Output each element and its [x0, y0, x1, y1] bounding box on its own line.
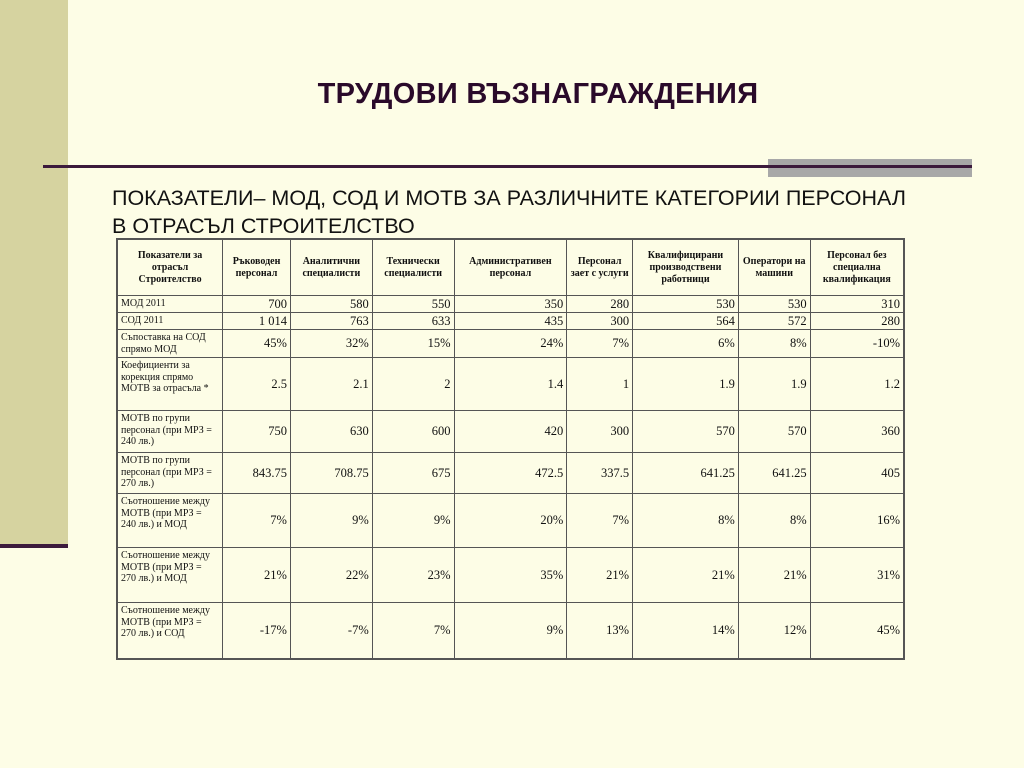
table-cell: 23%: [372, 548, 454, 603]
table-row: [117, 453, 904, 494]
table-cell: 8%: [633, 494, 739, 548]
table-cell: 21%: [738, 548, 810, 603]
table-cell: 570: [738, 411, 810, 453]
table-row: [117, 296, 904, 313]
table-cell: 337.5: [567, 453, 633, 494]
row-label: Коефициенти за корекция спрямо МОТВ за отрасъла *: [117, 358, 223, 411]
table-cell: 31%: [810, 548, 904, 603]
table-row: [117, 548, 904, 603]
table-cell: 9%: [372, 494, 454, 548]
table-cell: 2.1: [290, 358, 372, 411]
table-cell: 763: [290, 313, 372, 330]
table-cell: 708.75: [290, 453, 372, 494]
row-label: Съотношение между МОТВ (при МРЗ = 270 лв.) и СОД: [117, 603, 223, 659]
row-label: СОД 2011: [117, 313, 223, 330]
table-cell: 1.2: [810, 358, 904, 411]
column-header: Персонал зает с услуги: [567, 239, 633, 296]
table-cell: 280: [567, 296, 633, 313]
table-cell: 7%: [567, 494, 633, 548]
row-label: Съотношение между МОТВ (при МРЗ = 270 лв.) и МОД: [117, 548, 223, 603]
table-cell: 530: [738, 296, 810, 313]
table-cell: 530: [633, 296, 739, 313]
table-cell: -10%: [810, 330, 904, 358]
row-label: Съотношение между МОТВ (при МРЗ = 240 лв.) и МОД: [117, 494, 223, 548]
table-cell: 2: [372, 358, 454, 411]
table-row: [117, 494, 904, 548]
table-cell: 1: [567, 358, 633, 411]
table-cell: 843.75: [223, 453, 291, 494]
table-cell: 7%: [372, 603, 454, 659]
slide-subtitle: [112, 184, 992, 240]
table-cell: 570: [633, 411, 739, 453]
table-cell: 641.25: [738, 453, 810, 494]
column-header: Квалифицирани производствени работници: [633, 239, 739, 296]
indicators-table: [116, 238, 905, 660]
table-cell: 8%: [738, 330, 810, 358]
table-cell: 550: [372, 296, 454, 313]
table-cell: 8%: [738, 494, 810, 548]
table-cell: 360: [810, 411, 904, 453]
table-row: [117, 411, 904, 453]
table-cell: 405: [810, 453, 904, 494]
table-row: [117, 313, 904, 330]
title-rule: [43, 165, 768, 168]
table-cell: 633: [372, 313, 454, 330]
column-header: Технически специалисти: [372, 239, 454, 296]
column-header: Персонал без специална квалификация: [810, 239, 904, 296]
table-cell: -7%: [290, 603, 372, 659]
column-header: Административен персонал: [454, 239, 567, 296]
table-cell: 1.9: [738, 358, 810, 411]
table-cell: 15%: [372, 330, 454, 358]
table-row: [117, 330, 904, 358]
slide-title: ТРУДОВИ ВЪЗНАГРАЖДЕНИЯ: [317, 78, 759, 110]
table-cell: 310: [810, 296, 904, 313]
table-cell: 280: [810, 313, 904, 330]
table-cell: 675: [372, 453, 454, 494]
left-decor-line: [0, 544, 68, 548]
table-cell: 9%: [290, 494, 372, 548]
table-cell: 21%: [567, 548, 633, 603]
table-cell: 21%: [223, 548, 291, 603]
table-cell: 6%: [633, 330, 739, 358]
table-cell: 1 014: [223, 313, 291, 330]
table-cell: 350: [454, 296, 567, 313]
table-cell: 420: [454, 411, 567, 453]
table-cell: 35%: [454, 548, 567, 603]
table-cell: 1.9: [633, 358, 739, 411]
table-cell: 32%: [290, 330, 372, 358]
table-row: [117, 603, 904, 659]
column-header: Ръководен персонал: [223, 239, 291, 296]
table-cell: 7%: [223, 494, 291, 548]
table-cell: 750: [223, 411, 291, 453]
table-cell: 13%: [567, 603, 633, 659]
column-header: Показатели за отрасъл Строителство: [117, 239, 223, 296]
table-cell: 435: [454, 313, 567, 330]
table-cell: 45%: [223, 330, 291, 358]
table-cell: 472.5: [454, 453, 567, 494]
title-rule-bar: [768, 159, 972, 177]
table-cell: 1.4: [454, 358, 567, 411]
table-cell: 564: [633, 313, 739, 330]
subtitle-line-2: В ОТРАСЪЛ СТРОИТЕЛСТВО: [112, 214, 415, 238]
column-header: Оператори на машини: [738, 239, 810, 296]
table-cell: 22%: [290, 548, 372, 603]
row-label: МОТВ по групи персонал (при МРЗ = 240 лв.): [117, 411, 223, 453]
table-cell: 24%: [454, 330, 567, 358]
table-cell: 21%: [633, 548, 739, 603]
subtitle-line-1: ПОКАЗАТЕЛИ– МОД, СОД И МОТВ ЗА РАЗЛИЧНИТЕ КАТЕГОРИИ ПЕРСОНАЛ: [112, 186, 906, 210]
table-cell: -17%: [223, 603, 291, 659]
column-header: Аналитични специалисти: [290, 239, 372, 296]
table-cell: 9%: [454, 603, 567, 659]
table-cell: 14%: [633, 603, 739, 659]
row-label: МОД 2011: [117, 296, 223, 313]
table-cell: 2.5: [223, 358, 291, 411]
table-cell: 20%: [454, 494, 567, 548]
table-cell: 572: [738, 313, 810, 330]
table-cell: 700: [223, 296, 291, 313]
table-cell: 600: [372, 411, 454, 453]
table-cell: 630: [290, 411, 372, 453]
table-cell: 641.25: [633, 453, 739, 494]
table-cell: 16%: [810, 494, 904, 548]
row-label: МОТВ по групи персонал (при МРЗ = 270 лв.): [117, 453, 223, 494]
table-cell: 300: [567, 313, 633, 330]
table-cell: 12%: [738, 603, 810, 659]
table-row: [117, 358, 904, 411]
table-cell: 300: [567, 411, 633, 453]
table-header-row: [117, 239, 904, 296]
row-label: Съпоставка на СОД спрямо МОД: [117, 330, 223, 358]
table-cell: 45%: [810, 603, 904, 659]
table-cell: 7%: [567, 330, 633, 358]
table-cell: 580: [290, 296, 372, 313]
